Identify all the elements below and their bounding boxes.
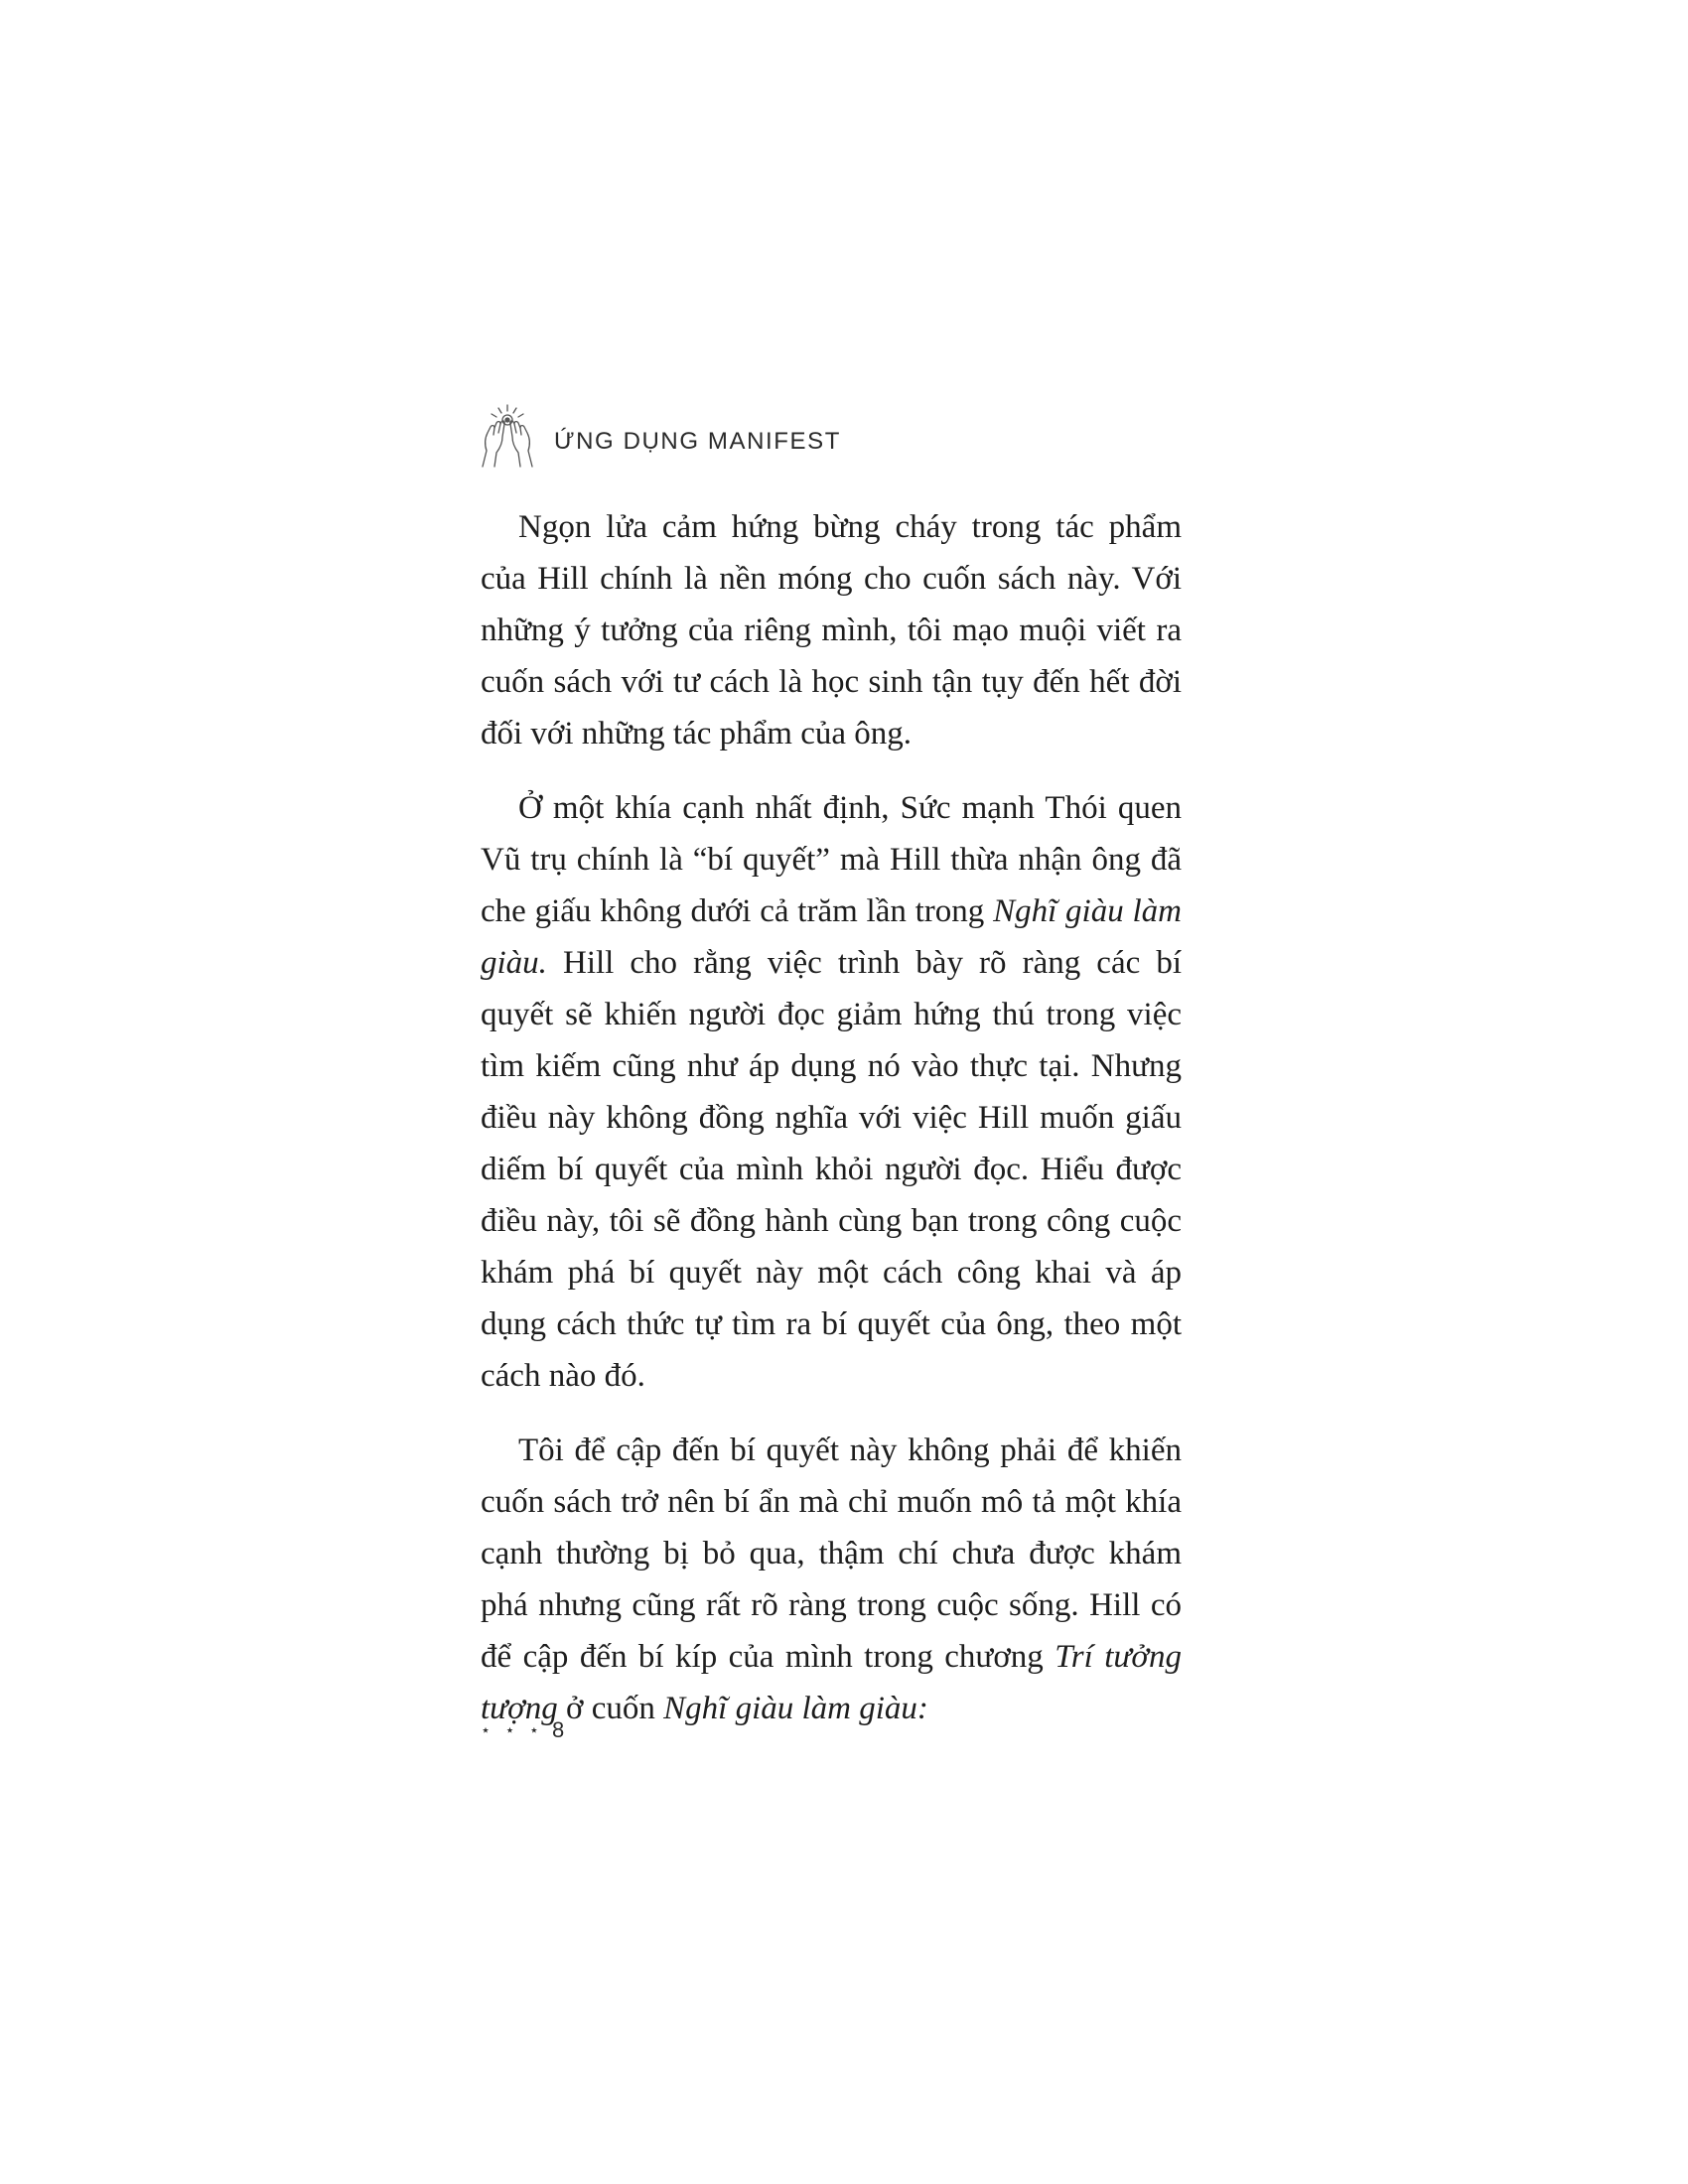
body-text	[481, 501, 1182, 1757]
book-title-italic: Nghĩ giàu làm giàu.	[481, 893, 1182, 981]
paragraph-3-text-a: Tôi để cập đến bí quyết này không phải để khiến cuốn sách trở nên bí ẩn mà chỉ muốn mô tả một khía cạnh thường bị bỏ qua, thậm chí chưa được khám phá nhưng cũng rất rõ ràng trong cuộc sống. Hill có để cập đến bí kíp của mình trong chương	[481, 1433, 1182, 1675]
paragraph-3-text-b: ở cuốn	[557, 1691, 664, 1726]
paragraph-3	[481, 1425, 1182, 1734]
running-header	[479, 401, 841, 471]
paragraph-2-text-a: Ở một khía cạnh nhất định, Sức mạnh Thói quen Vũ trụ chính là “bí quyết” mà Hill thừa nhận ông đã che giấu không dưới cả trăm lần trong	[481, 790, 1182, 929]
page-number: 8	[551, 1717, 565, 1742]
paragraph-2	[481, 782, 1182, 1402]
paragraph-2-text-b: Hill cho rằng việc trình bày rõ ràng các bí quyết sẽ khiến người đọc giảm hứng thú trong việc tìm kiếm cũng như áp dụng nó vào thực tại. Nhưng điều này không đồng nghĩa với việc Hill muốn giấu diếm bí quyết của mình khỏi người đọc. Hiểu được điều này, tôi sẽ đồng hành cùng bạn trong công cuộc khám phá bí quyết này một cách công khai và áp dụng cách thức tự tìm ra bí quyết của ông, theo một cách nào đó.	[481, 945, 1182, 1394]
page-footer	[481, 1717, 564, 1743]
running-header-title: ỨNG DỤNG MANIFEST	[554, 428, 842, 455]
book-title-italic: Nghĩ giàu làm giàu:	[663, 1691, 928, 1726]
paragraph-1: Ngọn lửa cảm hứng bừng cháy trong tác phẩm của Hill chính là nền móng cho cuốn sách này. Với những ý tưởng của riêng mình, tôi mạo muội viết ra cuốn sách với tư cách là học sinh tận tụy đến hết đời đối với những tác phẩm của ông.	[481, 509, 1182, 751]
praying-hands-icon	[479, 403, 536, 469]
star-ornament-icon: ⋆ ⋆ ⋆	[481, 1722, 544, 1739]
chapter-title-italic: Trí tưởng tượng	[481, 1639, 1182, 1726]
